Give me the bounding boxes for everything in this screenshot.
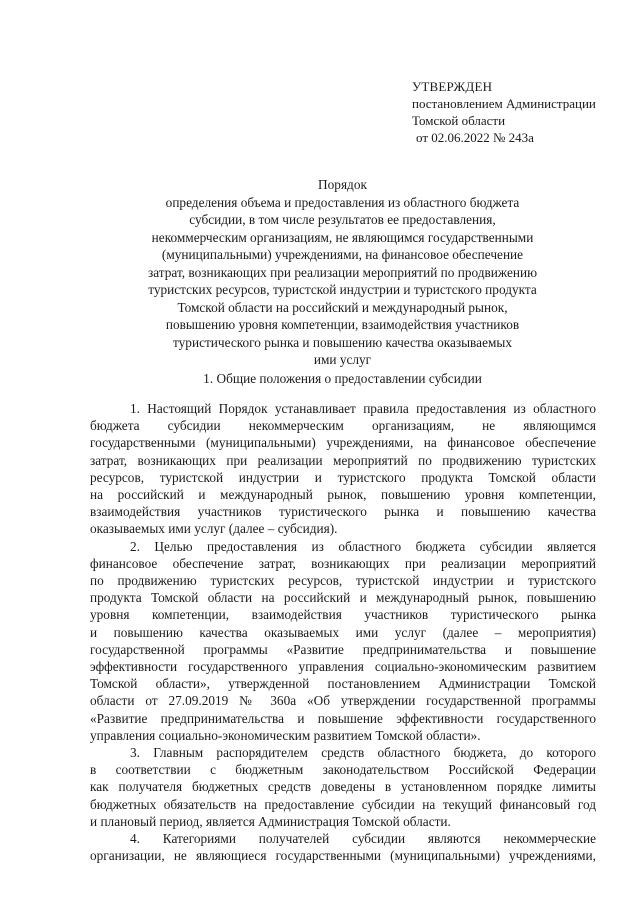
text-line: эффективности государственного управления социально-экономическим развитием [90,659,596,675]
text-line: организации, не являющиеся государственными (муниципальными) учреждениями, [90,848,596,864]
document-title [90,176,595,369]
text-line: 3. Главным распорядителем средств областного бюджета, до которого [130,745,596,761]
text-line: как получателя бюджетных средств доведены в установленном порядке лимиты [90,779,596,795]
text-line: бюджета субсидии некоммерческим организациям, не являющимся [90,418,596,434]
title-line: повышению уровня компетенции, взаимодействия участников [165,317,520,332]
text-line: ресурсов, туристской индустрии и туристского продукта Томской области [90,469,596,485]
title-line: затрат, возникающих при реализации мероприятий по продвижению [147,264,538,280]
approval-stamp [412,78,632,146]
text-line: государственной программы «Развитие предпринимательства и повышение [90,641,596,657]
title-line: Томской области на российский и международный рынок, [177,299,508,315]
text-line: уровня компетенции, взаимодействия участников туристического рынка [90,607,596,623]
section-heading: 1. Общие положения о предоставлении субсидии [203,371,482,386]
text-line: области от 27.09.2019 № 360а «Об утверждении государственной программы [90,693,596,709]
text-line: продукта Томской области на российский и международный рынок, повышению [90,590,596,606]
paragraph-4 [90,830,596,864]
text-line: 1. Настоящий Порядок устанавливает правила предоставления из областного [130,401,596,416]
paragraph-2 [90,538,596,744]
title-line: некоммерческим организациям, не являющимся государственными [151,229,534,245]
text-line: затрат, возникающих при реализации мероприятий по продвижению туристских [90,452,596,468]
text-line: взаимодействия участников туристического рынка и повышению качества [90,504,596,520]
text-line: управления социально-экономическим развитием Томской области». [90,727,481,743]
text-line: «Развитие предпринимательства и повышение эффективности государственного [90,710,596,726]
text-line: в соответствии с бюджетным законодательством Российской Федерации [90,762,596,778]
title-line: туристских ресурсов, туристской индустрии и туристского продукта [148,282,537,297]
text-line: 4. Категориями получателей субсидии являются некоммерческие [130,831,596,847]
title-line: определения объема и предоставления из областного бюджета [165,194,520,210]
document-body [90,400,596,864]
text-line: Томской области», утвержденной постановлением Администрации Томской [90,676,596,692]
title-line: субсидии, в том числе результатов ее предоставления, [189,212,496,227]
text-line: финансовое обеспечение затрат, возникающих при реализации мероприятий [90,555,596,571]
text-line: и плановый период, является Администрация Томской области. [90,813,451,829]
title-line: Порядок [318,177,367,192]
text-line: по продвижению туристских ресурсов, туристской индустрии и туристского [90,573,596,589]
text-line: оказываемых ими услуг (далее – субсидия). [90,521,338,537]
paragraph-3 [90,744,596,830]
approval-line: постановлением Администрации [412,96,596,111]
text-line: и повышению качества оказываемых ими услуг (далее – мероприятия) [90,624,596,640]
text-line: бюджетных обязательств на предоставление субсидии на текущий финансовый год [90,796,596,812]
text-line: 2. Целью предоставления из областного бюджета субсидии является [130,538,596,554]
paragraph-1 [90,400,596,538]
approval-heading: УТВЕРЖДЕН [412,79,493,94]
approval-date: от 02.06.2022 № 243а [416,130,534,145]
text-line: на российский и международный рынок, повышению уровня компетенции, [90,487,596,503]
title-line: ими услуг [313,352,372,367]
title-line: (муниципальными) учреждениями, на финансовое обеспечение [161,247,524,262]
title-line: туристического рынка и повышению качества оказываемых [173,334,512,350]
text-line: государственными (муниципальными) учреждениями, на финансовое обеспечение [90,435,596,451]
approval-line: Томской области [412,113,506,128]
